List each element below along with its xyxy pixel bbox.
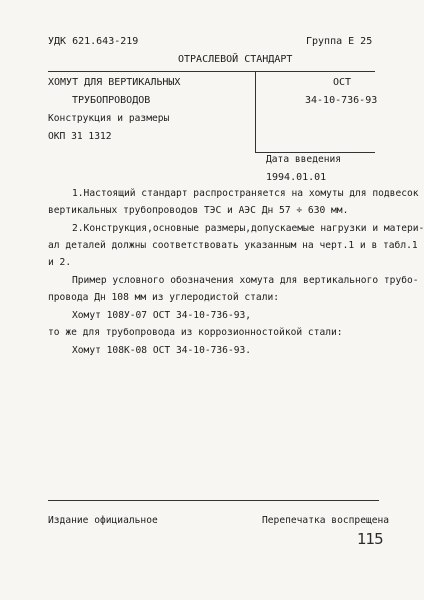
example-line-1: Пример условного обозначения хомута для вертикального трубо-	[72, 275, 419, 286]
group-code: Группа Е 25	[306, 36, 373, 47]
example-line-2: провода Дн 108 мм из углеродистой стали:	[48, 292, 280, 303]
title-block-bottom-rule	[255, 152, 375, 153]
example-code-2: Хомут 108К-08 ОСТ 34-10-736-93.	[72, 345, 252, 356]
example-code-1: Хомут 108У-07 ОСТ 34-10-736-93,	[72, 310, 252, 321]
title-block-top-rule	[48, 71, 375, 72]
title-line-1: ХОМУТ ДЛЯ ВЕРТИКАЛЬНЫХ	[48, 77, 181, 88]
okp-code: ОКП 31 1312	[48, 131, 112, 142]
standard-type: ОТРАСЛЕВОЙ СТАНДАРТ	[178, 54, 293, 65]
footer-rule	[48, 500, 379, 501]
paragraph-1-line-2: вертикальных трубопроводов ТЭС и АЭС Дн 57 ÷ 630 мм.	[48, 205, 349, 216]
subtitle: Конструкция и размеры	[48, 113, 170, 124]
paragraph-1-line-1: 1.Настоящий стандарт распространяется на хомуты для подвесок	[72, 188, 419, 199]
ost-number: 34-10-736-93	[305, 95, 378, 106]
paragraph-2-line-2: ал деталей должны соответствовать указанным на черт.1 и в табл.1	[48, 240, 418, 251]
paragraph-2-line-3: и 2.	[48, 257, 72, 268]
footer-reprint-prohibited: Перепечатка воспрещена	[262, 515, 390, 526]
udk-code: УДК 621.643-219	[48, 36, 139, 47]
intro-date-label: Дата введения	[266, 154, 342, 165]
title-line-2: ТРУБОПРОВОДОВ	[72, 95, 151, 106]
title-block-divider	[255, 71, 256, 153]
example-line-3: то же для трубопровода из коррозионностойкой стали:	[48, 327, 343, 338]
intro-date-value: 1994.01.01	[266, 172, 327, 183]
footer-official-edition: Издание официальное	[48, 515, 158, 526]
page-number: 115	[357, 530, 383, 548]
paragraph-2-line-1: 2.Конструкция,основные размеры,допускаемые нагрузки и матери-	[72, 223, 424, 234]
ost-label: ОСТ	[333, 77, 352, 88]
